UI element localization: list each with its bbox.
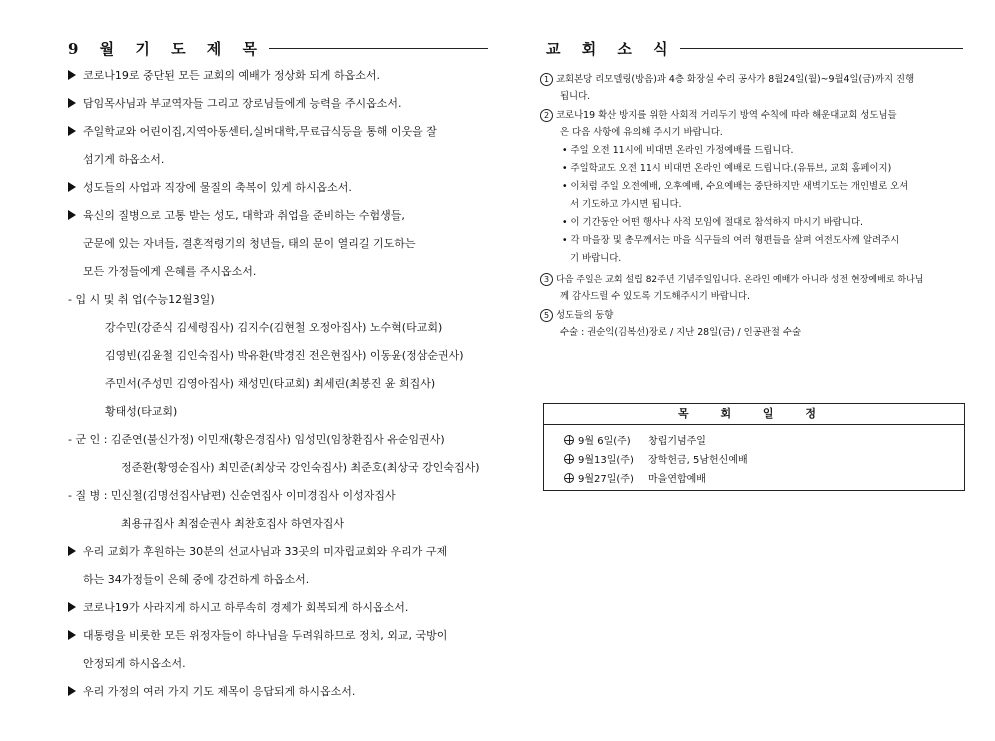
military-section-label: - 군 인 : 김준연(불신가정) 이민재(황은경집사) 임성민(임창환집사 유순임권사) xyxy=(68,433,445,446)
schedule-box xyxy=(543,403,965,491)
news-item-continuation: 됩니다. xyxy=(560,91,591,102)
name-list-line: 강수민(강준식 김세령집사) 김지수(김현철 오정아집사) 노수혁(타교회) xyxy=(105,321,443,334)
news-subitem: • 주일학교도 오전 11시 비대면 온라인 예배로 드립니다.(유튜브, 교회 홈페이지) xyxy=(562,163,892,174)
prayer-item: 대통령을 비롯한 모든 위정자들이 하나님을 두려워하므로 정치, 외교, 국방이 xyxy=(68,629,447,643)
prayer-item: 우리 교회가 후원하는 30분의 선교사님과 33곳의 미자립교회와 우리가 구제 xyxy=(68,545,447,559)
news-item-continuation: 께 감사드릴 수 있도록 기도해주시기 바랍니다. xyxy=(560,291,750,302)
prayer-item: 육신의 질병으로 고통 받는 성도, 대학과 취업을 준비하는 수험생들, xyxy=(68,209,405,223)
bullet-triangle-icon xyxy=(68,210,76,220)
prayer-item: 코로나19가 사라지게 하시고 하루속히 경제가 회복되게 하시옵소서. xyxy=(68,601,408,615)
prayer-item: 코로나19로 중단된 모든 교회의 예배가 정상화 되게 하옵소서. xyxy=(68,69,380,83)
news-item: 3 다음 주일은 교회 설립 82주년 기념주일입니다. 온라인 예배가 아니라 성전 현장예배로 하나님 xyxy=(540,273,923,286)
name-list-line: 최용규집사 최점순권사 최찬호집사 하연자집사 xyxy=(121,517,345,530)
circled-number-icon: 3 xyxy=(540,273,553,286)
news-title: 교 회 소 식 xyxy=(546,40,676,58)
bullet-triangle-icon xyxy=(68,70,76,80)
news-subitem: • 주일 오전 11시에 비대면 온라인 가정예배를 드립니다. xyxy=(562,145,794,156)
bullet-triangle-icon xyxy=(68,182,76,192)
prayer-item: 담임목사님과 부교역자들 그리고 장로님들에게 능력을 주시옵소서. xyxy=(68,97,402,111)
prayer-item: 주일학교와 어린이집,지역아동센터,실버대학,무료급식등을 통해 이웃을 잘 xyxy=(68,125,437,139)
heading-rule xyxy=(269,48,488,49)
name-list-line: 김영빈(김윤철 김인숙집사) 박유환(박경진 전은현집사) 이동윤(정삼순권사) xyxy=(105,349,464,362)
prayer-item-continuation: 안정되게 하시옵소서. xyxy=(83,657,186,670)
news-item: 1 교회본당 리모델링(방음)과 4층 화장실 수리 공사가 8월24일(월)~9월4일(금)까지 진행 xyxy=(540,73,914,86)
circled-number-icon: 2 xyxy=(540,109,553,122)
bullet-triangle-icon xyxy=(68,546,76,556)
circled-number-icon: 1 xyxy=(540,73,553,86)
cross-circle-icon xyxy=(564,435,574,445)
prayer-title: 9 월 기 도 제 목 xyxy=(68,40,265,58)
news-subitem: • 이 기간동안 어떤 행사나 사적 모임에 절대로 참석하지 마시기 바랍니다. xyxy=(562,217,863,228)
heading-rule xyxy=(680,48,963,49)
prayer-item-continuation: 섬기게 하옵소서. xyxy=(83,153,165,166)
name-list-line: 주민서(주성민 김영아집사) 채성민(타교회) 최세린(최봉진 윤 희집사) xyxy=(105,377,436,390)
bullet-triangle-icon xyxy=(68,630,76,640)
bullet-triangle-icon xyxy=(68,98,76,108)
news-subitem-continuation: 기 바랍니다. xyxy=(570,253,622,264)
schedule-row: 9월 6일(주) 창립기념주일 xyxy=(564,432,706,447)
news-subitem-continuation: 서 기도하고 가시면 됩니다. xyxy=(570,199,682,210)
news-item-continuation: 수술 : 권순익(김복선)장로 / 지난 28일(금) / 인공관절 수술 xyxy=(560,327,802,338)
illness-section-label: - 질 병 : 민신철(김명선집사남편) 신순연집사 이미경집사 이성자집사 xyxy=(68,489,396,502)
bullet-triangle-icon xyxy=(68,126,76,136)
name-list-line: 정준환(황영순집사) 최민준(최상국 강인숙집사) 최준호(최상국 강인숙집사) xyxy=(121,461,480,474)
cross-circle-icon xyxy=(564,454,574,464)
bullet-triangle-icon xyxy=(68,686,76,696)
schedule-row: 9월27일(주) 마을연합예배 xyxy=(564,470,706,485)
prayer-item-continuation: 군문에 있는 자녀들, 결혼적령기의 청년들, 태의 문이 열리길 기도하는 xyxy=(83,237,416,250)
schedule-title: 목 회 일 정 xyxy=(544,404,964,425)
news-subitem: • 이처럼 주일 오전예배, 오후예배, 수요예배는 중단하지만 새벽기도는 개인별로 오셔 xyxy=(562,181,909,192)
prayer-heading xyxy=(68,38,488,59)
circled-number-icon: 5 xyxy=(540,309,553,322)
prayer-item-continuation: 모든 가정들에게 은혜를 주시옵소서. xyxy=(83,265,257,278)
prayer-item: 우리 가정의 여러 가지 기도 제목이 응답되게 하시옵소서. xyxy=(68,685,355,699)
name-list-line: 황태성(타교회) xyxy=(105,405,178,418)
prayer-item: 성도들의 사업과 직장에 물질의 축복이 있게 하시옵소서. xyxy=(68,181,352,195)
prayer-item-continuation: 하는 34가정들이 은혜 중에 강건하게 하옵소서. xyxy=(83,573,310,586)
news-item-continuation: 은 다음 사항에 유의해 주시기 바랍니다. xyxy=(560,127,723,138)
news-item: 2 코로나19 확산 방지를 위한 사회적 거리두기 방역 수칙에 따라 해운대교회 성도님들 xyxy=(540,109,897,122)
news-subitem: • 각 마을장 및 총무께서는 마을 식구들의 여러 형편들을 살펴 여전도사께 알려주시 xyxy=(562,235,900,246)
schedule-row: 9월13일(주) 장학헌금, 5남헌신예배 xyxy=(564,451,748,466)
cross-circle-icon xyxy=(564,473,574,483)
exam-section-label: - 입 시 및 취 업(수능12월3일) xyxy=(68,293,215,306)
news-heading xyxy=(546,38,963,59)
news-item: 5 성도들의 동향 xyxy=(540,309,613,322)
bullet-triangle-icon xyxy=(68,602,76,612)
